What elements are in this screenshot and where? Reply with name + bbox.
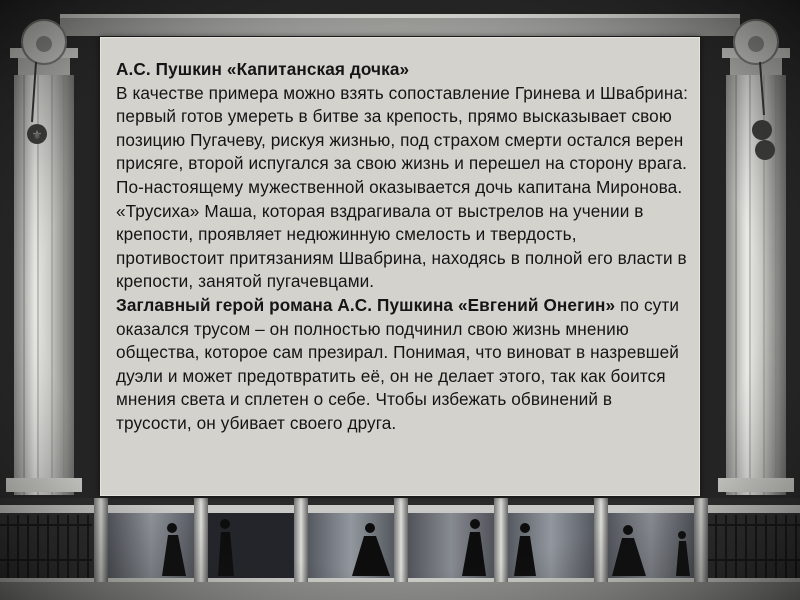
slide-title: А.С. Пушкин «Капитанская дочка» (116, 59, 410, 79)
paragraph-2 (116, 294, 688, 436)
paragraph-2-lead: Заглавный герой романа А.С. Пушкина «Евгений Онегин» (116, 294, 616, 315)
slide-text (116, 58, 688, 436)
paragraph-2-rest: по сути оказался трусом – он полностью подчинил свою жизнь мнению общества, которое сам презирал. Понимая, что виноват в назревшей дуэли и может предотвратить её, он не делает этого, так как боится мнения света и сплетен о себе. Чтобы избежать обвинений в трусости, он убивает своего друга. (116, 294, 680, 433)
paragraph-1: В качестве примера можно взять сопоставление Гринева и Швабрина: первый готов умереть в битве за крепость, прямо высказывает свою позицию Пугачеву, рискуя жизнью, под страхом смерти остался верен присяге, второй испугался за свою жизнь и перешел на сторону врага. По-настоящему мужественной оказывается дочь капитана Миронова. «Трусиха» Маша, которая вздрагивала от выстрелов на учении в крепости, проявляет недюжинную смелость и твердость, противостоит притязаниям Швабрина, находясь в полной его власти в крепости, занятой пугачевцами. (116, 82, 689, 292)
